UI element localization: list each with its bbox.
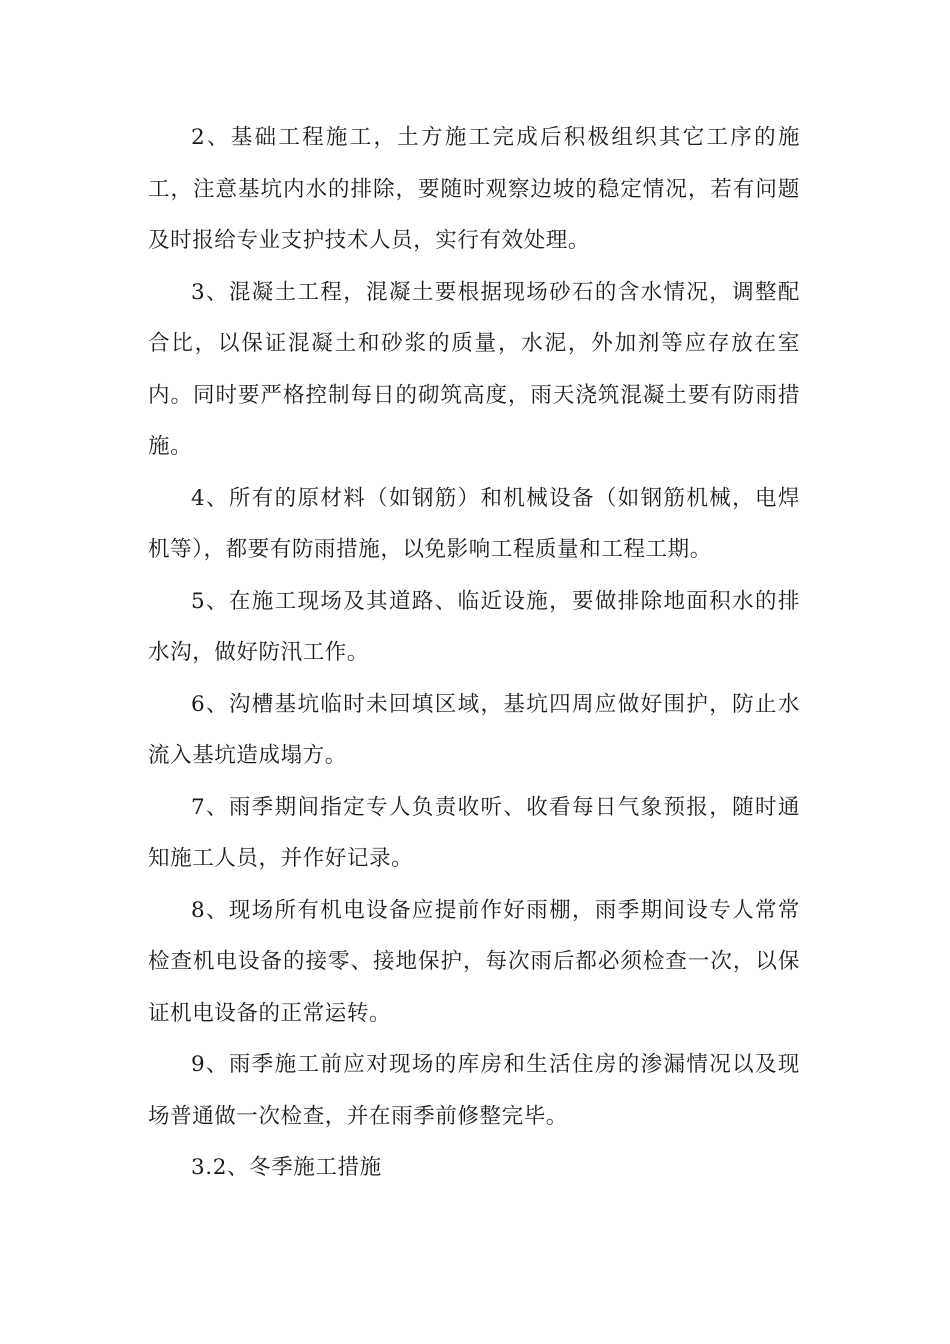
paragraph-trench-enclosure: 6、沟槽基坑临时未回填区域，基坑四周应做好围护，防止水流入基坑造成塌方。	[148, 691, 800, 768]
paragraph-drainage-ditch: 5、在施工现场及其道路、临近设施，要做排除地面积水的排水沟，做好防汛工作。	[148, 588, 800, 665]
paragraph-foundation-works: 2、基础工程施工，土方施工完成后积极组织其它工序的施工，注意基坑内水的排除，要随时观察边坡的稳定情况，若有问题及时报给专业支护技术人员，实行有效处理。	[148, 125, 800, 253]
document-body	[148, 112, 800, 1194]
section-heading-winter-construction: 3.2、冬季施工措施	[191, 1155, 382, 1180]
paragraph-concrete-works: 3、混凝土工程，混凝土要根据现场砂石的含水情况，调整配合比，以保证混凝土和砂浆的质量，水泥，外加剂等应存放在室内。同时要严格控制每日的砌筑高度，雨天浇筑混凝土要有防雨措施。	[148, 279, 800, 459]
paragraph-electrical-equipment: 8、现场所有机电设备应提前作好雨棚，雨季期间设专人常常检查机电设备的接零、接地保护，每次雨后都必须检查一次，以保证机电设备的正常运转。	[148, 897, 800, 1026]
paragraph-weather-forecast: 7、雨季期间指定专人负责收听、收看每日气象预报，随时通知施工人员，并作好记录。	[148, 794, 800, 871]
paragraph-materials-rain-protection: 4、所有的原材料（如钢筋）和机械设备（如钢筋机械，电焊机等），都要有防雨措施，以免影响工程质量和工程工期。	[148, 485, 800, 562]
paragraph-warehouse-inspection: 9、雨季施工前应对现场的库房和生活住房的渗漏情况以及现场普通做一次检查，并在雨季前修整完毕。	[148, 1052, 800, 1129]
